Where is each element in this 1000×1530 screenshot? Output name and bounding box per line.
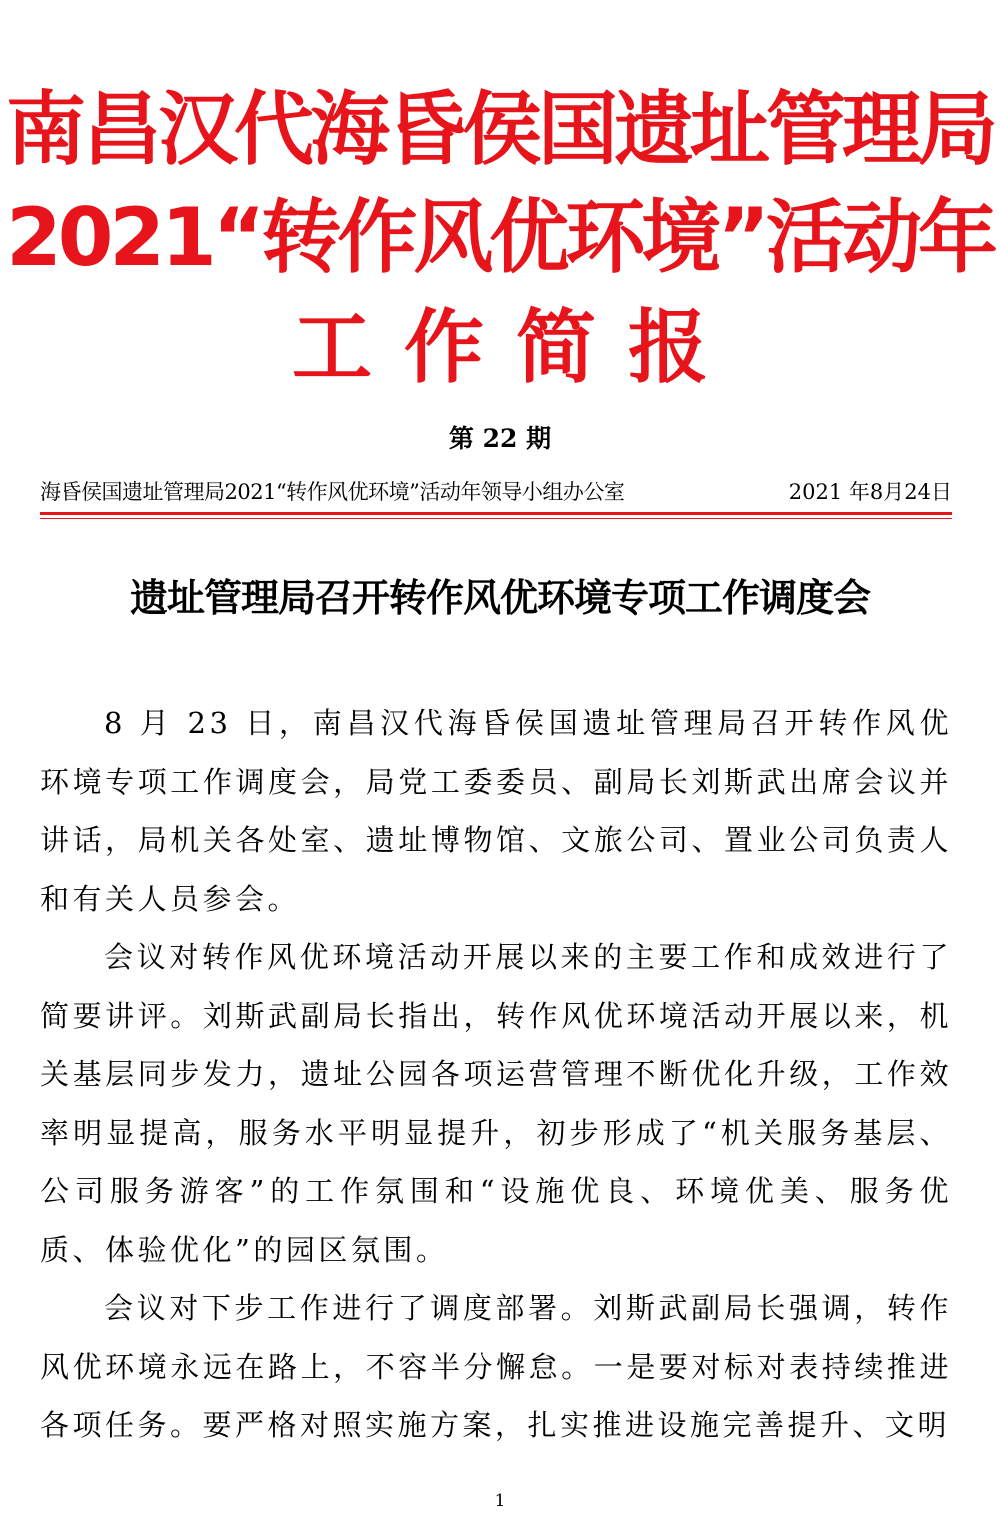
issuer-organization: 海昏侯国遗址管理局2021“转作风优环境”活动年领导小组办公室 xyxy=(40,480,625,504)
issue-number: 第 22 期 xyxy=(448,424,552,453)
issuer-row xyxy=(40,474,952,510)
masthead-title-line1: 南昌汉代海昏侯国遗址管理局 xyxy=(6,83,994,176)
red-divider-thin xyxy=(40,518,952,519)
article-headline: 遗址管理局召开转作风优环境专项工作调度会 xyxy=(129,575,870,620)
body-paragraph: 8 月 23 日，南昌汉代海昏侯国遗址管理局召开转作风优环境专项工作调度会，局党工委委员、副局长刘斯武出席会议并讲话，局机关各处室、遗址博物馆、文旅公司、置业公司负责人和有关人员参会。 xyxy=(40,706,952,916)
masthead-title-line2: 2021“转作风优环境”活动年 xyxy=(6,191,994,284)
body-paragraph: 会议对转作风优环境活动开展以来的主要工作和成效进行了简要讲评。刘斯武副局长指出，转作风优环境活动开展以来，机关基层同步发力，遗址公园各项运营管理不断优化升级，工作效率明显提高，服务水平明显提升，初步形成了“机关服务基层、公司服务游客”的工作氛围和“设施优良、环境优美、服务优质、体验优化”的园区氛围。 xyxy=(40,940,952,1267)
masthead-title-line3: 工作简报 xyxy=(292,301,740,394)
page-number: 1 xyxy=(494,1491,506,1511)
body-paragraph: 会议对下步工作进行了调度部署。刘斯武副局长强调，转作风优环境永远在路上，不容半分懈怠。一是要对标对表持续推进各项任务。要严格对照实施方案，扎实推进设施完善提升、文明 xyxy=(40,1291,952,1442)
article-body xyxy=(40,694,952,1455)
red-divider-thick xyxy=(40,512,952,515)
issue-date: 2021 年8月24日 xyxy=(788,480,952,504)
